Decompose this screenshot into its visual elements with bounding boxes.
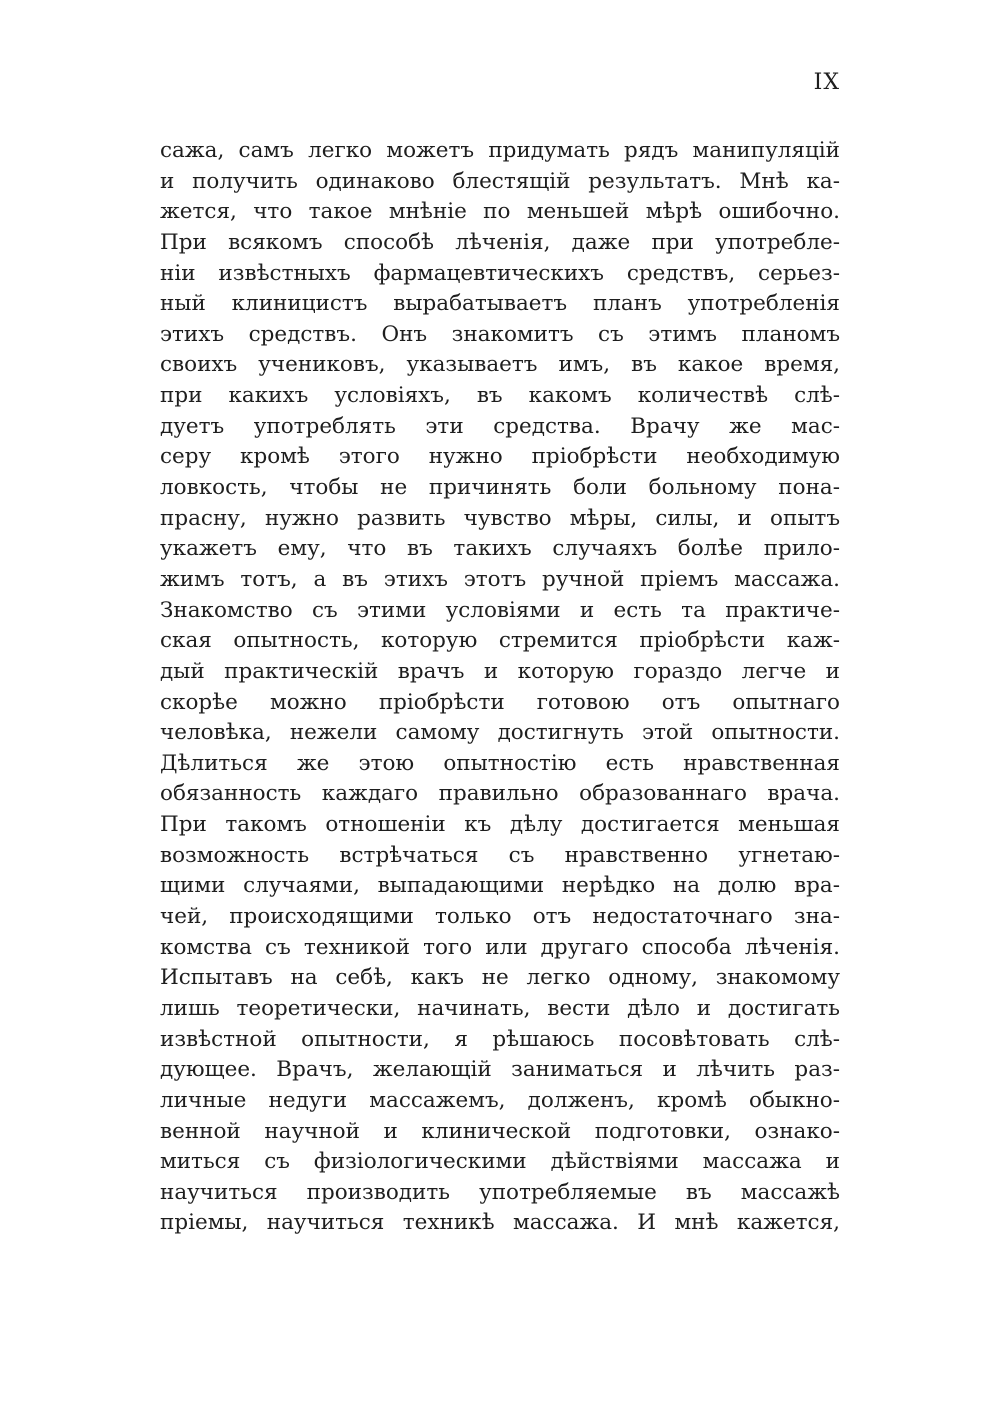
- text-line: при какихъ условіяхъ, въ какомъ количествѣ слѣ-: [160, 383, 840, 409]
- text-line: серу кромѣ этого нужно пріобрѣсти необходимую: [160, 444, 840, 470]
- text-line: ніи извѣстныхъ фармацевтическихъ средствъ, серьез-: [160, 260, 840, 286]
- text-line: При такомъ отношеніи къ дѣлу достигается меньшая: [160, 812, 840, 838]
- text-line: сажа, самъ легко можетъ придумать рядъ манипуляцій: [160, 138, 840, 163]
- text-line: дующее. Врачъ, желающій заниматься и лѣчить раз-: [160, 1057, 840, 1083]
- text-line: ская опытность, которую стремится пріобрѣсти каж-: [160, 628, 840, 654]
- body-text: [160, 136, 840, 1239]
- text-line: Знакомство съ этими условіями и есть та практиче-: [160, 597, 840, 623]
- text-line: скорѣе можно пріобрѣсти готовою отъ опытнаго: [160, 689, 840, 715]
- text-line: лишь теоретически, начинать, вести дѣло и достигать: [160, 995, 840, 1021]
- text-line: и получить одинаково блестящій результатъ. Мнѣ ка-: [160, 168, 840, 194]
- text-line: этихъ средствъ. Онъ знакомитъ съ этимъ планомъ: [160, 321, 840, 347]
- text-line: жется, что такое мнѣніе по меньшей мѣрѣ ошибочно.: [160, 199, 840, 225]
- text-line: При всякомъ способѣ лѣченія, даже при употребле-: [160, 229, 840, 255]
- text-line: извѣстной опытности, я рѣшаюсь посовѣтовать слѣ-: [160, 1026, 840, 1052]
- text-line: ный клиницистъ вырабатываетъ планъ употребленія: [160, 291, 840, 317]
- text-line: миться съ физіологическими дѣйствіями массажа и: [160, 1149, 840, 1175]
- text-line: венной научной и клинической подготовки, ознако-: [160, 1118, 840, 1144]
- text-line: жимъ тотъ, а въ этихъ этотъ ручной пріемъ массажа.: [160, 566, 840, 592]
- text-line: ловкость, чтобы не причинять боли больному пона-: [160, 475, 840, 501]
- text-line: человѣка, нежели самому достигнуть этой опытности.: [160, 720, 840, 746]
- text-line: прасну, нужно развить чувство мѣры, силы, и опытъ: [160, 505, 840, 531]
- text-line: дый практическій врачъ и которую гораздо легче и: [160, 658, 840, 684]
- text-line: чей, происходящими только отъ недостаточнаго зна-: [160, 904, 840, 930]
- text-line: своихъ учениковъ, указываетъ имъ, въ какое время,: [160, 352, 840, 378]
- text-line: укажетъ ему, что въ такихъ случаяхъ болѣе прило-: [160, 536, 840, 562]
- text-line: обязанность каждаго правильно образованнаго врача.: [160, 781, 840, 807]
- text-line: дуетъ употреблять эти средства. Врачу же мас-: [160, 413, 840, 439]
- text-line: возможность встрѣчаться съ нравственно угнетаю-: [160, 842, 840, 868]
- text-line: комства съ техникой того или другаго способа лѣченія.: [160, 934, 840, 960]
- text-line: Испытавъ на себѣ, какъ не легко одному, знакомому: [160, 965, 840, 991]
- text-line: щими случаями, выпадающими нерѣдко на долю вра-: [160, 873, 840, 899]
- text-line: пріемы, научиться техникѣ массажа. И мнѣ кажется,: [160, 1210, 840, 1236]
- text-line: научиться производить употребляемые въ массажѣ: [160, 1179, 840, 1205]
- page-number: IX: [813, 70, 840, 95]
- text-line: личные недуги массажемъ, долженъ, кромѣ обыкно-: [160, 1087, 840, 1113]
- text-line: Дѣлиться же этою опытностію есть нравственная: [160, 750, 840, 776]
